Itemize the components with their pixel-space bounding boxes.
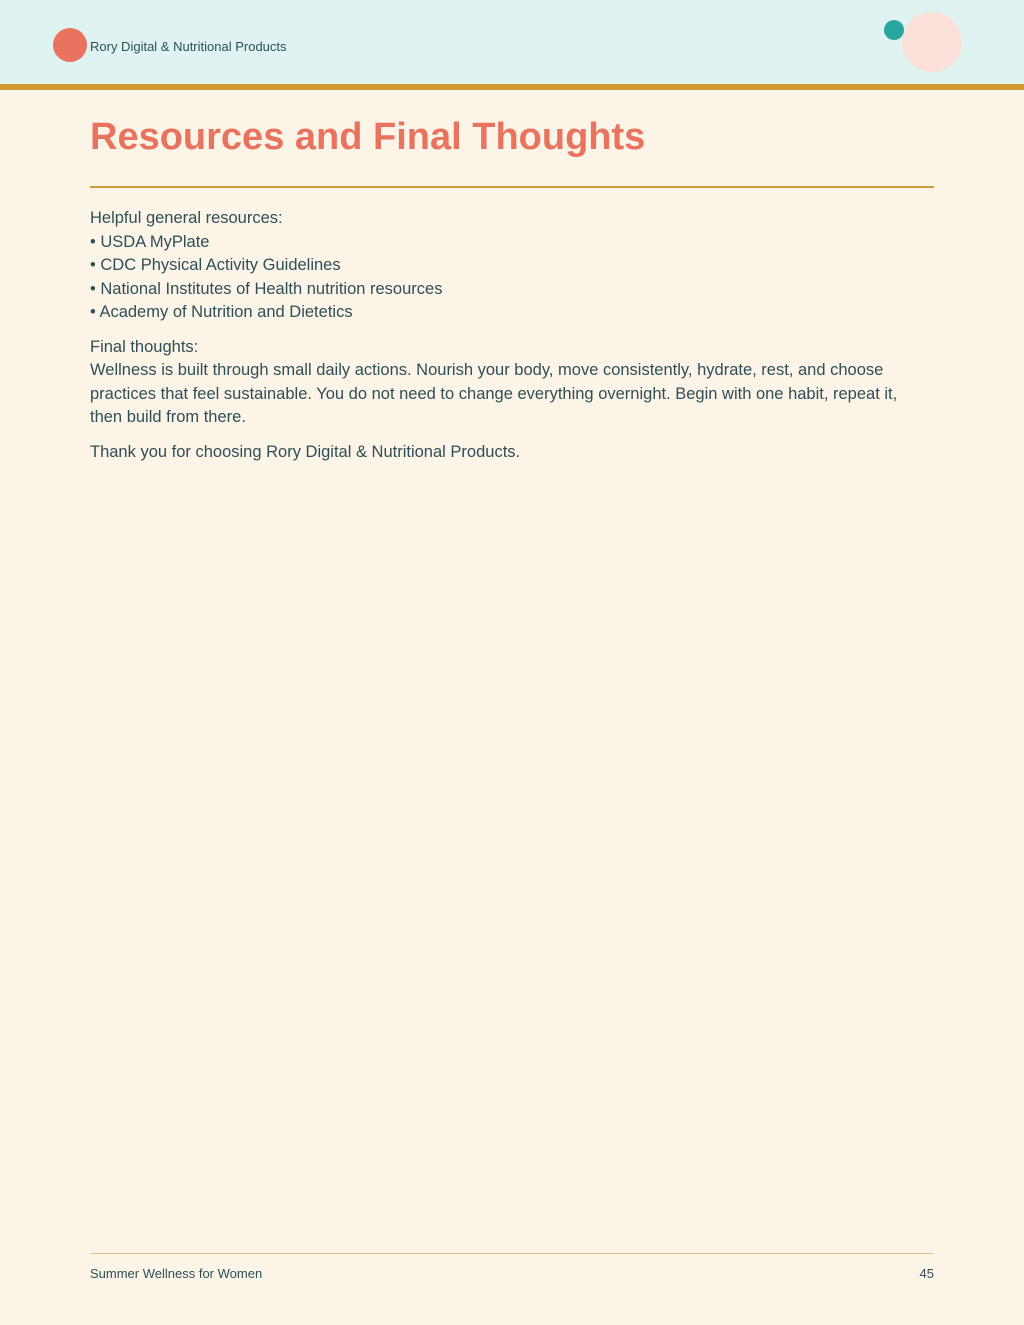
coral-circle-decoration	[53, 28, 87, 62]
resource-list	[90, 231, 920, 325]
final-thoughts-heading: Final thoughts:	[90, 337, 199, 356]
blush-circle-decoration	[902, 12, 962, 72]
header-divider	[0, 84, 1024, 90]
footer-page-number: 45	[919, 1266, 934, 1281]
resource-item: • USDA MyPlate	[90, 232, 210, 251]
footer-divider	[90, 1253, 934, 1254]
teal-circle-decoration	[884, 20, 904, 40]
resource-item: • Academy of Nutrition and Dietetics	[90, 303, 353, 321]
resource-item: • CDC Physical Activity Guidelines	[90, 256, 341, 274]
page-content	[90, 207, 920, 464]
thank-you-text: Thank you for choosing Rory Digital & Nutritional Products.	[90, 442, 521, 461]
resources-heading: Helpful general resources:	[90, 209, 283, 227]
footer-document-title: Summer Wellness for Women	[90, 1266, 263, 1281]
page-title: Resources and Final Thoughts	[90, 116, 646, 158]
resource-item: • National Institutes of Health nutrition resources	[90, 279, 443, 298]
title-divider	[90, 186, 934, 188]
final-thoughts-text: Wellness is built through small daily actions. Nourish your body, move consistently, hydrate, rest, and choose practices that feel sustainable. You do not need to change everything overnight. Begin with one habit, repeat it, then build from there.	[90, 361, 898, 426]
brand-name: Rory Digital & Nutritional Products	[90, 39, 287, 54]
